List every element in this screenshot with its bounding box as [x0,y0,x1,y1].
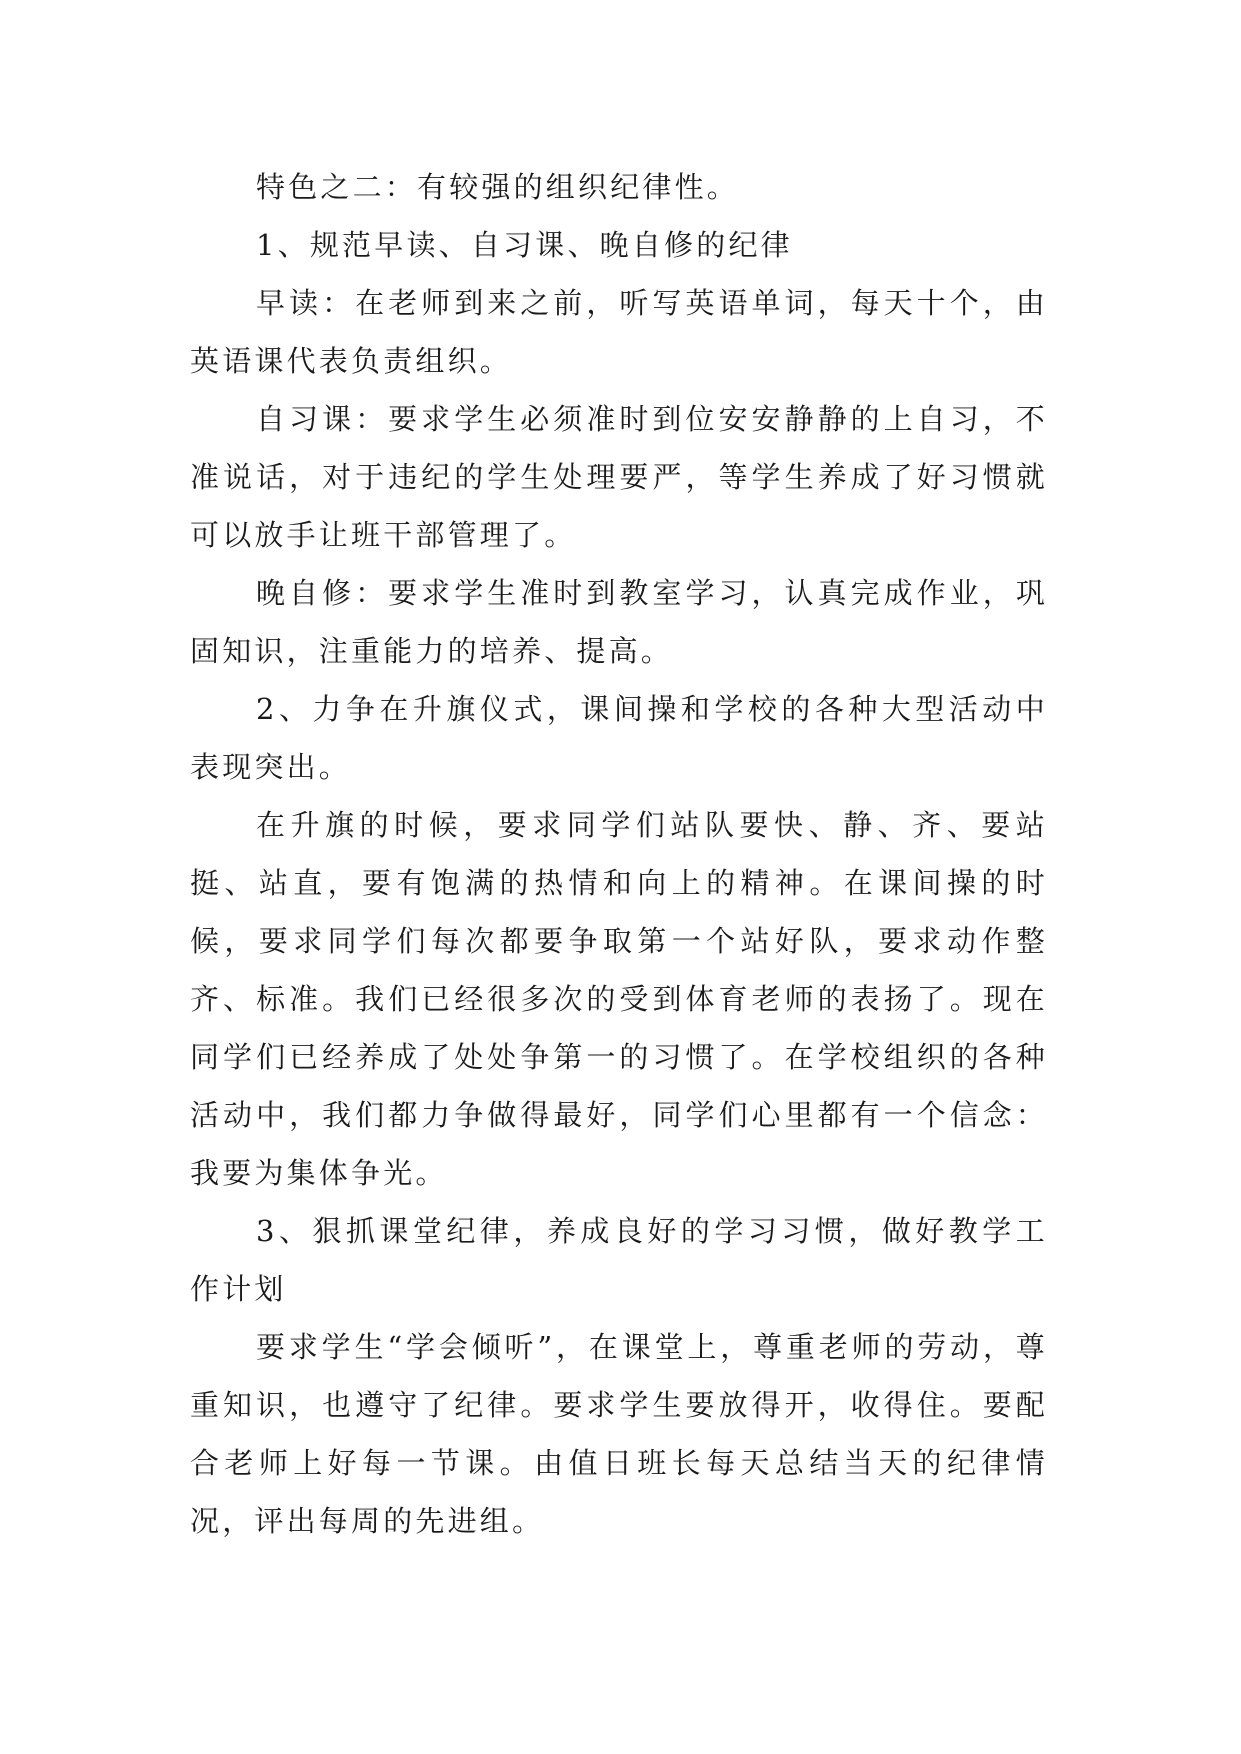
paragraph-self-study: 自习课：要求学生必须准时到位安安静静的上自习，不准说话，对于违纪的学生处理要严，等学生养成了好习惯就可以放手让班干部管理了。 [190,402,1048,552]
paragraph-section-3-heading: 3、狠抓课堂纪律，养成良好的学习习惯，做好教学工作计划 [190,1214,1048,1306]
paragraph-morning-reading: 早读：在老师到来之前，听写英语单词，每天十个，由英语课代表负责组织。 [190,286,1048,378]
paragraph-section-1-heading: 1、规范早读、自习课、晚自修的纪律 [256,228,793,262]
paragraph-classroom-listening: 要求学生“学会倾听”，在课堂上，尊重老师的劳动，尊重知识，也遵守了纪律。要求学生要放得开，收得住。要配合老师上好每一节课。由值日班长每天总结当天的纪律情况，评出每周的先进组。 [190,1330,1048,1538]
paragraph-flag-raising: 在升旗的时候，要求同学们站队要快、静、齐、要站挺、站直，要有饱满的热情和向上的精神。在课间操的时候，要求同学们每次都要争取第一个站好队，要求动作整齐、标准。我们已经很多次的受到体育老师的表扬了。现在同学们已经养成了处处争第一的习惯了。在学校组织的各种活动中，我们都力争做得最好，同学们心里都有一个信念：我要为集体争光。 [190,808,1048,1190]
paragraph-evening-study: 晚自修：要求学生准时到教室学习，认真完成作业，巩固知识，注重能力的培养、提高。 [190,576,1048,668]
paragraph-section-2-heading: 2、力争在升旗仪式，课间操和学校的各种大型活动中表现突出。 [190,692,1048,784]
paragraph-heading-feature-two: 特色之二：有较强的组织纪律性。 [256,170,740,204]
document-body [190,158,1048,1550]
